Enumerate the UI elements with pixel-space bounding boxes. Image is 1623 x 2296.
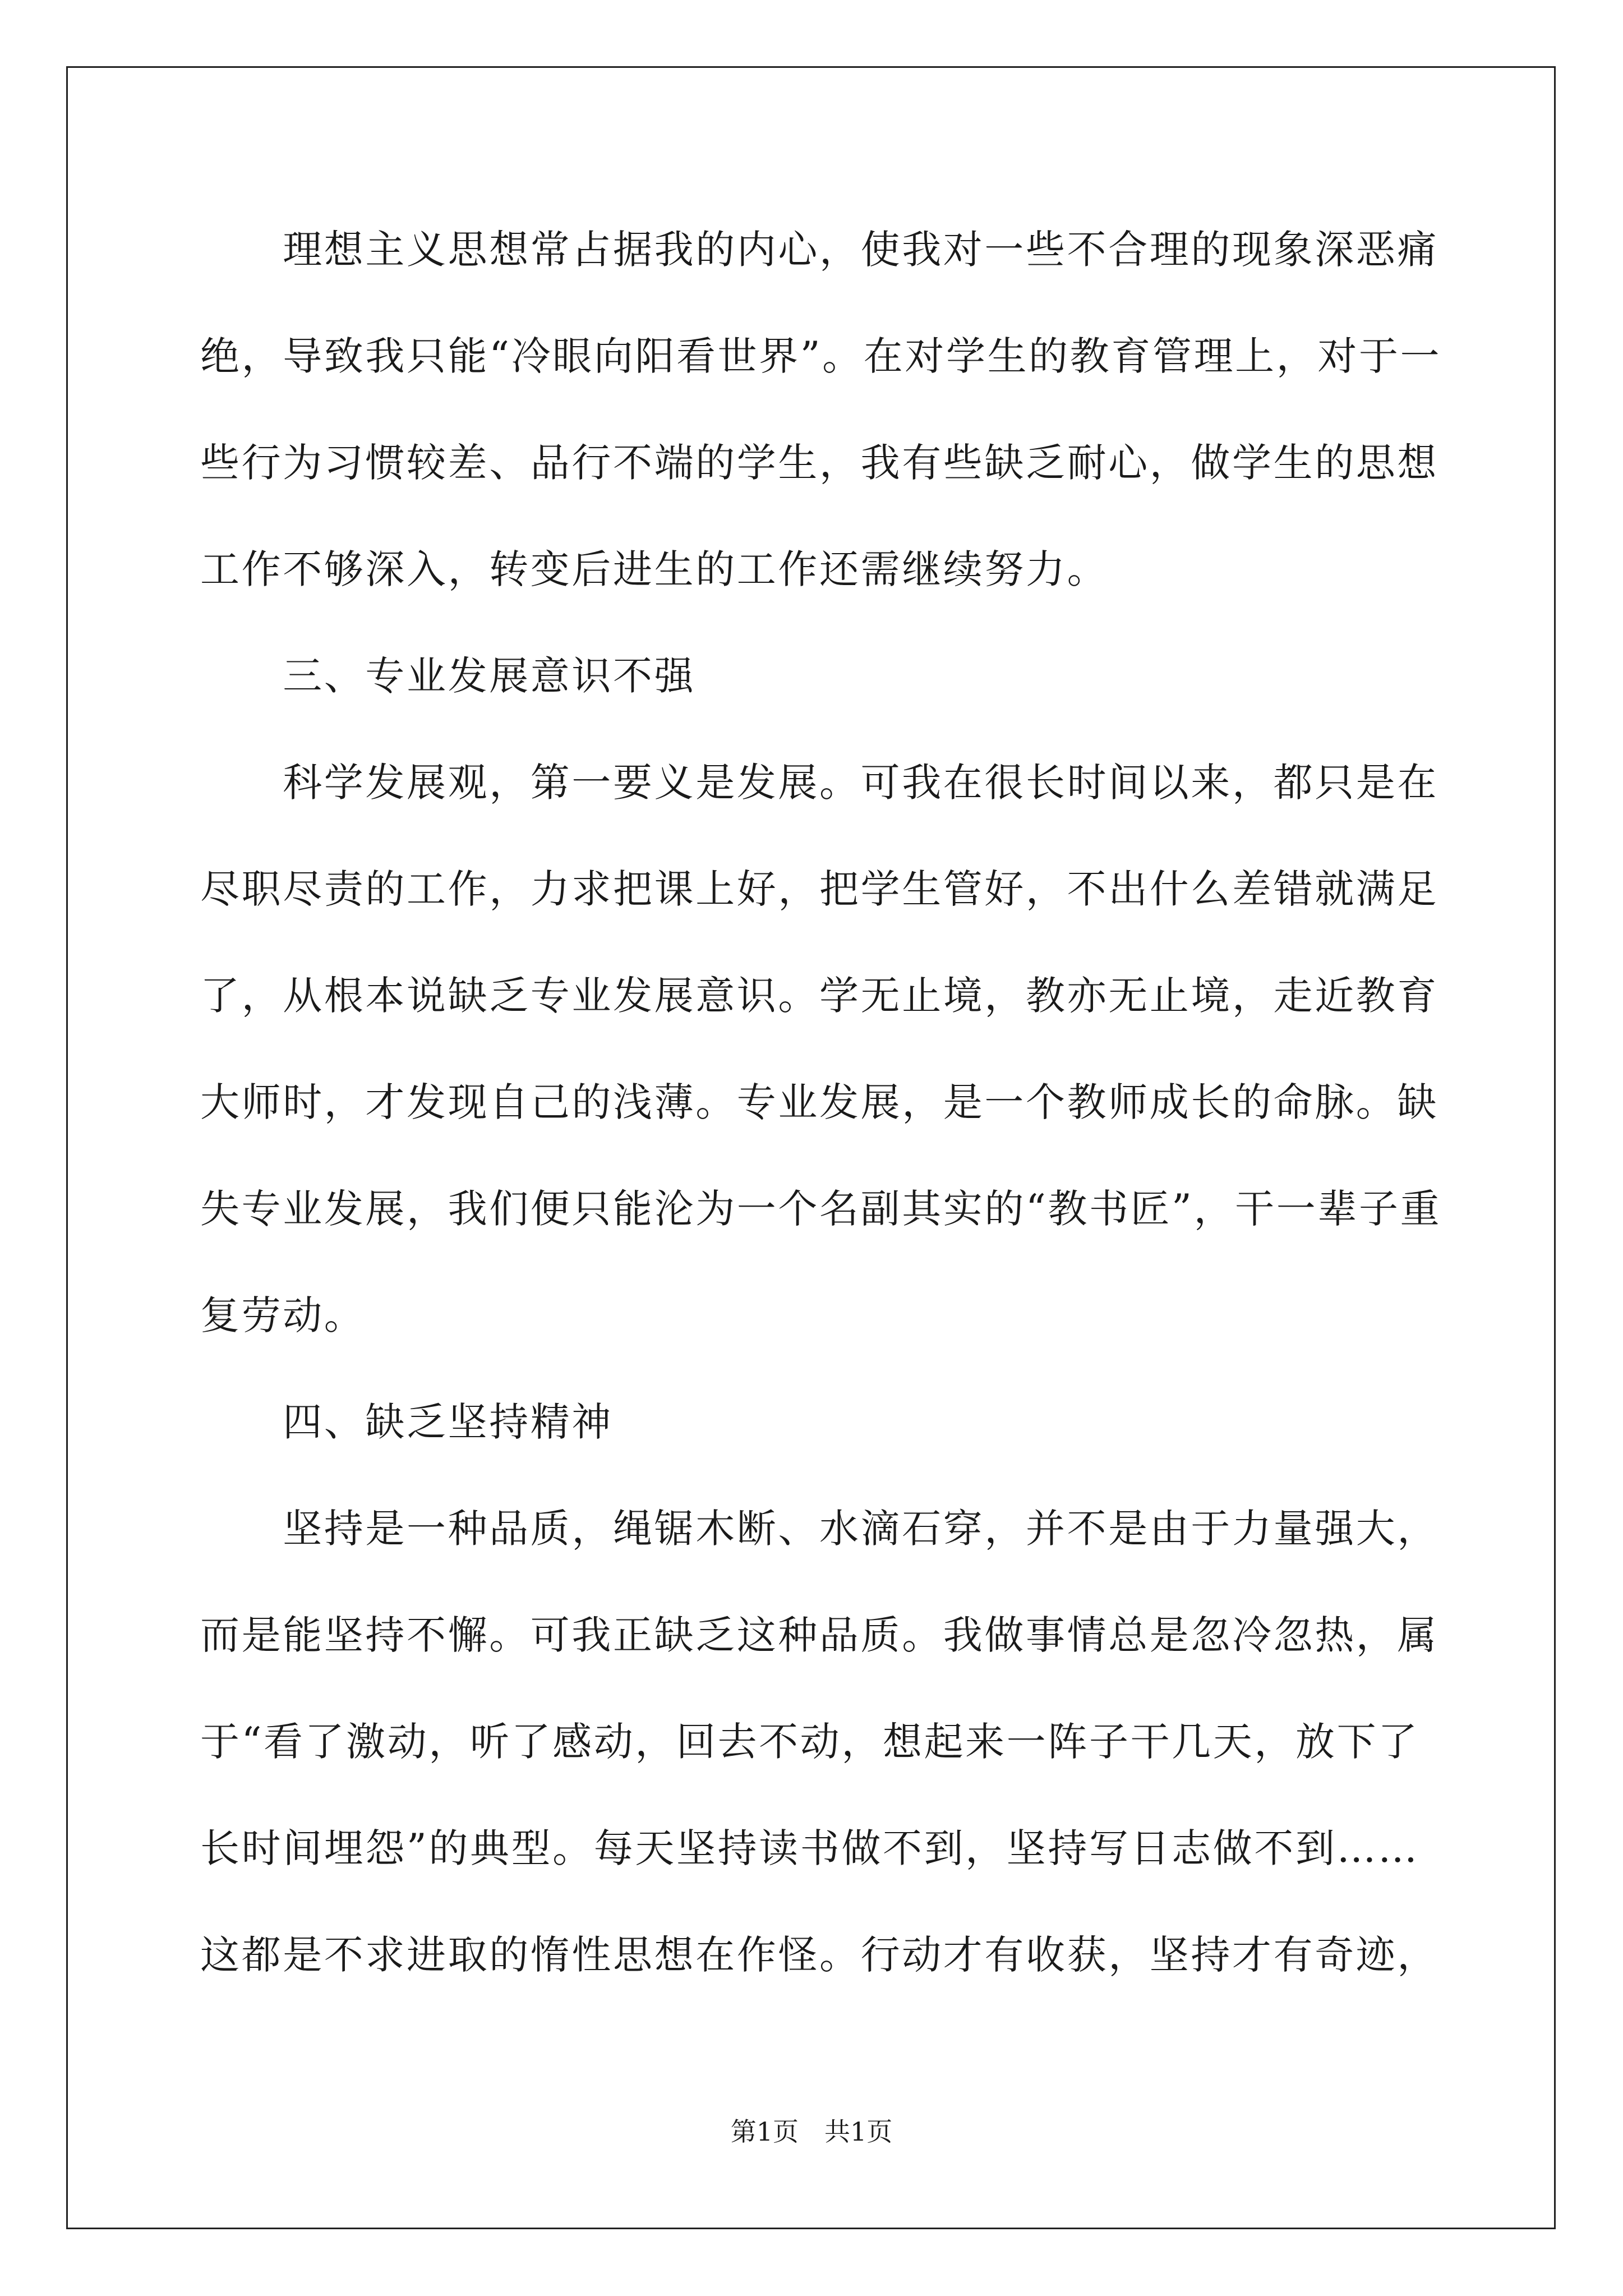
text-line: 而是能坚持不懈。可我正缺乏这种品质。我做事情总是忽冷忽热，属: [200, 1612, 1438, 1658]
text-line: 理想主义思想常占据我的内心，使我对一些不合理的现象深恶痛: [200, 227, 1438, 273]
text-line: 这都是不求进取的惰性思想在作怪。行动才有收获，坚持才有奇迹，: [200, 1932, 1438, 1978]
text-line: 绝，导致我只能“冷眼向阳看世界”。在对学生的教育管理上，对于一: [200, 333, 1442, 379]
document-body: [200, 213, 1442, 2025]
text-line: 复劳动。: [200, 1292, 366, 1338]
text-line: 于“看了激动，听了感动，回去不动，想起来一阵子干几天，放下了: [200, 1719, 1419, 1765]
page-footer: 第1页 共1页: [730, 2116, 893, 2147]
text-line: 大师时，才发现自己的浅薄。专业发展，是一个教师成长的命脉。缺: [200, 1079, 1438, 1125]
text-line: 科学发展观，第一要义是发展。可我在很长时间以来，都只是在: [200, 760, 1438, 806]
text-line: 了，从根本说缺乏专业发展意识。学无止境，教亦无止境，走近教育: [200, 973, 1438, 1019]
text-line: 工作不够深入，转变后进生的工作还需继续努力。: [200, 546, 1109, 592]
section-heading: 四、缺乏坚持精神: [200, 1399, 613, 1445]
text-line: 些行为习惯较差、品行不端的学生，我有些缺乏耐心，做学生的思想: [200, 440, 1438, 486]
section-heading: 三、专业发展意识不强: [200, 653, 696, 699]
text-line: 失专业发展，我们便只能沦为一个名副其实的“教书匠”，干一辈子重: [200, 1186, 1442, 1232]
text-line: 坚持是一种品质，绳锯木断、水滴石穿，并不是由于力量强大，: [200, 1506, 1438, 1552]
text-line: 长时间埋怨”的典型。每天坚持读书做不到，坚持写日志做不到……: [200, 1825, 1419, 1871]
text-line: 尽职尽责的工作，力求把课上好，把学生管好，不出什么差错就满足: [200, 866, 1438, 912]
